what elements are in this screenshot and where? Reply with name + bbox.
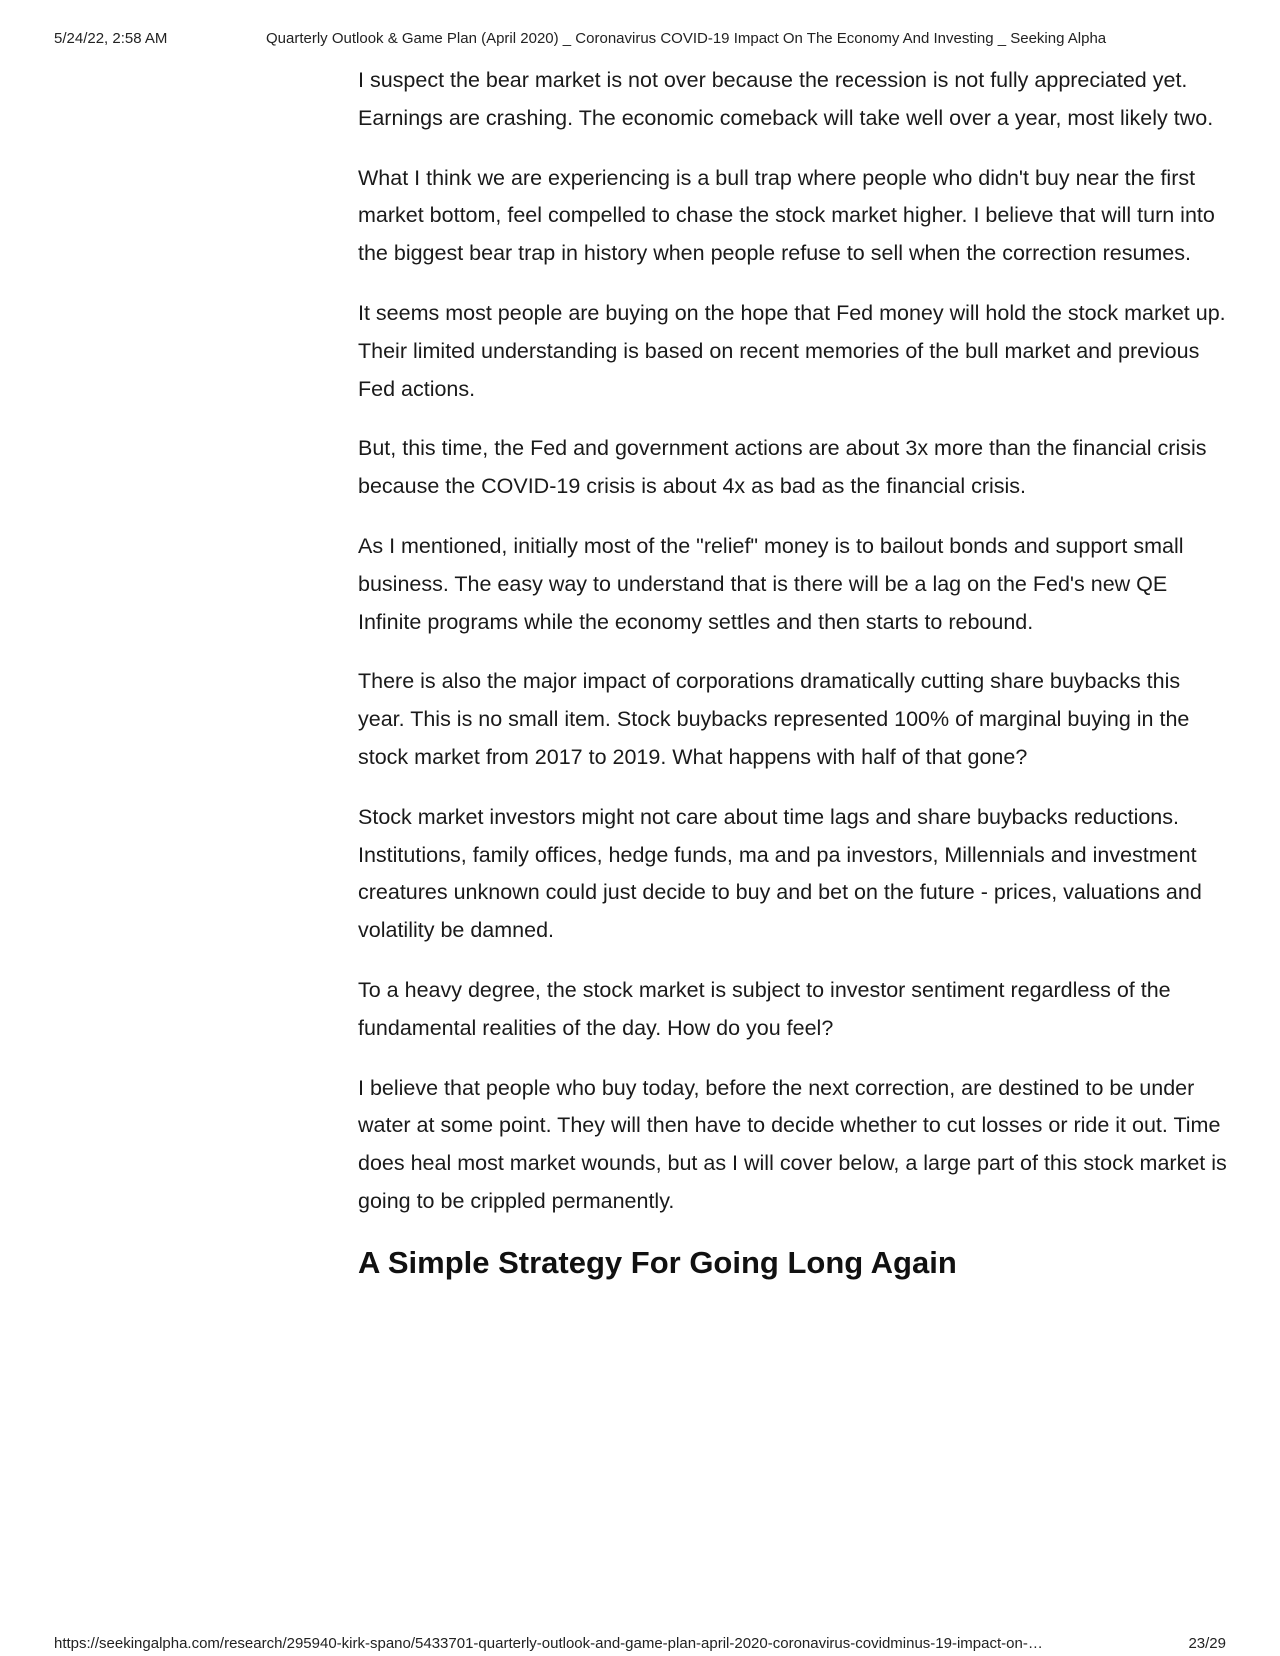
print-header [54, 30, 1226, 50]
article-paragraph: I suspect the bear market is not over because the recession is not fully appreciated yet. Earnings are crashing. The economic comeback will take well over a year, most likely two. [358, 68, 1214, 130]
page-number: 23/29 [1188, 1635, 1226, 1652]
article-body [358, 62, 1228, 1283]
article-paragraph: I believe that people who buy today, before the next correction, are destined to be under water at some point. They will then have to decide whether to cut losses or ride it out. Time does heal most market wounds, but as I will cover below, a large part of this stock market is going to be crippled permanently. [358, 1075, 1227, 1213]
article-paragraph: But, this time, the Fed and government actions are about 3x more than the financial crisis because the COVID-19 crisis is about 4x as bad as the financial crisis. [358, 436, 1207, 499]
article-paragraph: What I think we are experiencing is a bull trap where people who didn't buy near the first market bottom, feel compelled to chase the stock market higher. I believe that will turn into the biggest bear trap in history when people refuse to sell when the correction resumes. [358, 165, 1215, 266]
article-paragraph: There is also the major impact of corporations dramatically cutting share buybacks this year. This is no small item. Stock buybacks represented 100% of marginal buying in the stock market from 2017 to 2019. What happens with half of that gone? [358, 669, 1190, 769]
print-url[interactable]: https://seekingalpha.com/research/295940-kirk-spano/5433701-quarterly-outlook-and-game-plan-april-2020-coronavirus-covidminus-19-impact-on-… [54, 1635, 1043, 1652]
print-datetime: 5/24/22, 2:58 AM [54, 30, 168, 47]
section-heading: A Simple Strategy For Going Long Again [358, 1244, 957, 1280]
article-paragraph: Stock market investors might not care about time lags and share buybacks reductions. Institutions, family offices, hedge funds, ma and pa investors, Millennials and investment creatures unknown could just decide to buy and bet on the future - prices, valuations and volatility be damned. [358, 804, 1202, 943]
article-paragraph: It seems most people are buying on the hope that Fed money will hold the stock market up. Their limited understanding is based on recent memories of the bull market and previous Fed actions. [358, 300, 1226, 401]
print-footer [54, 1635, 1226, 1655]
print-page-title: Quarterly Outlook & Game Plan (April 2020) _ Coronavirus COVID-19 Impact On The Economy And Investing _ Seeking Alpha [266, 30, 1107, 47]
article-paragraph: As I mentioned, initially most of the "relief" money is to bailout bonds and support small business. The easy way to understand that is there will be a lag on the Fed's new QE Infinite programs while the economy settles and then starts to rebound. [358, 533, 1184, 634]
article-paragraph: To a heavy degree, the stock market is subject to investor sentiment regardless of the fundamental realities of the day. How do you feel? [358, 977, 1171, 1040]
